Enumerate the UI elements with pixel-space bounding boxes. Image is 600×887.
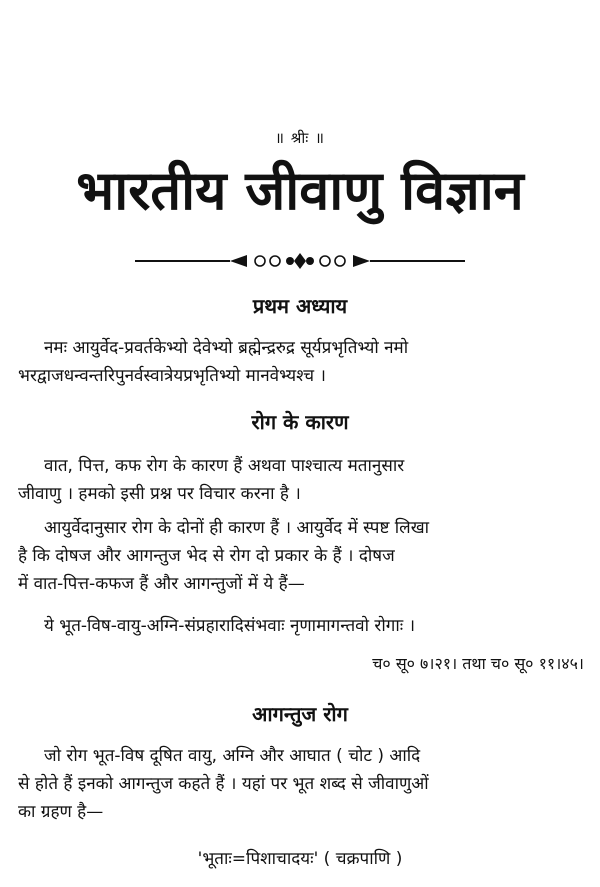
- external-p-line-3: का ग्रहण है—: [18, 802, 104, 822]
- shloka-line: [18, 612, 586, 640]
- external-p-line-1: जो रोग भूत-विष दूषित वायु, अग्नि और आघात ( चोट ) आदि: [44, 746, 421, 766]
- section-heading-external-diseases: आगन्तुज रोग: [252, 702, 348, 726]
- causes-p2-line-2: है कि दोषज और आगन्तुज भेद से रोग दो प्रकार के हैं । दोषज: [18, 546, 395, 566]
- section-heading-causes: रोग के कारण: [251, 410, 349, 434]
- causes-p1-line-1: वात, पित्त, कफ रोग के कारण हैं अथवा पाश्चात्य मतानुसार: [44, 456, 405, 476]
- causes-p1-line-2: जीवाणु । हमको इसी प्रश्न पर विचार करना है ।: [18, 484, 301, 504]
- causes-p2-line-3: में वात-पित्त-कफज हैं और आगन्तुजों में ये हैं—: [18, 574, 305, 594]
- salutation-line-1: नमः आयुर्वेद-प्रवर्तकेभ्यो देवेभ्यो ब्रह्मेन्द्ररुद्र सूर्यप्रभृतिभ्यो नमो: [44, 338, 409, 358]
- causes-paragraph-2: [18, 514, 586, 598]
- shloka-text: ये भूत-विष-वायु-अग्नि-संप्रहारादिसंभवाः नृणामागन्तवो रोगाः ।: [44, 616, 416, 636]
- external-p-line-2: से होते हैं इनको आगन्तुज कहते हैं । यहां पर भूत शब्द से जीवाणुओं: [18, 774, 429, 794]
- salutation-paragraph: [18, 334, 586, 390]
- external-diseases-paragraph: [18, 742, 586, 826]
- invocation-text: ॥ श्रीः ॥: [274, 129, 326, 147]
- commentary-quote: 'भूताः=पिशाचादयः' ( चक्रपाणि ): [197, 849, 403, 869]
- citation-reference: च० सू० ७।२१। तथा च० सू० ११।४५।: [372, 654, 584, 673]
- chapter-heading: प्रथम अध्याय: [252, 294, 348, 318]
- salutation-line-2: भरद्वाजधन्वन्तरिपुनर्वस्वात्रेयप्रभृतिभ्यो मानवेभ्यश्च ।: [18, 366, 326, 386]
- book-title: भारतीय जीवाणु विज्ञान: [76, 159, 524, 222]
- ornamental-divider: [135, 248, 465, 274]
- causes-p2-line-1: आयुर्वेदानुसार रोग के दोनों ही कारण हैं । आयुर्वेद में स्पष्ट लिखा: [44, 518, 430, 538]
- causes-paragraph-1: [18, 452, 586, 508]
